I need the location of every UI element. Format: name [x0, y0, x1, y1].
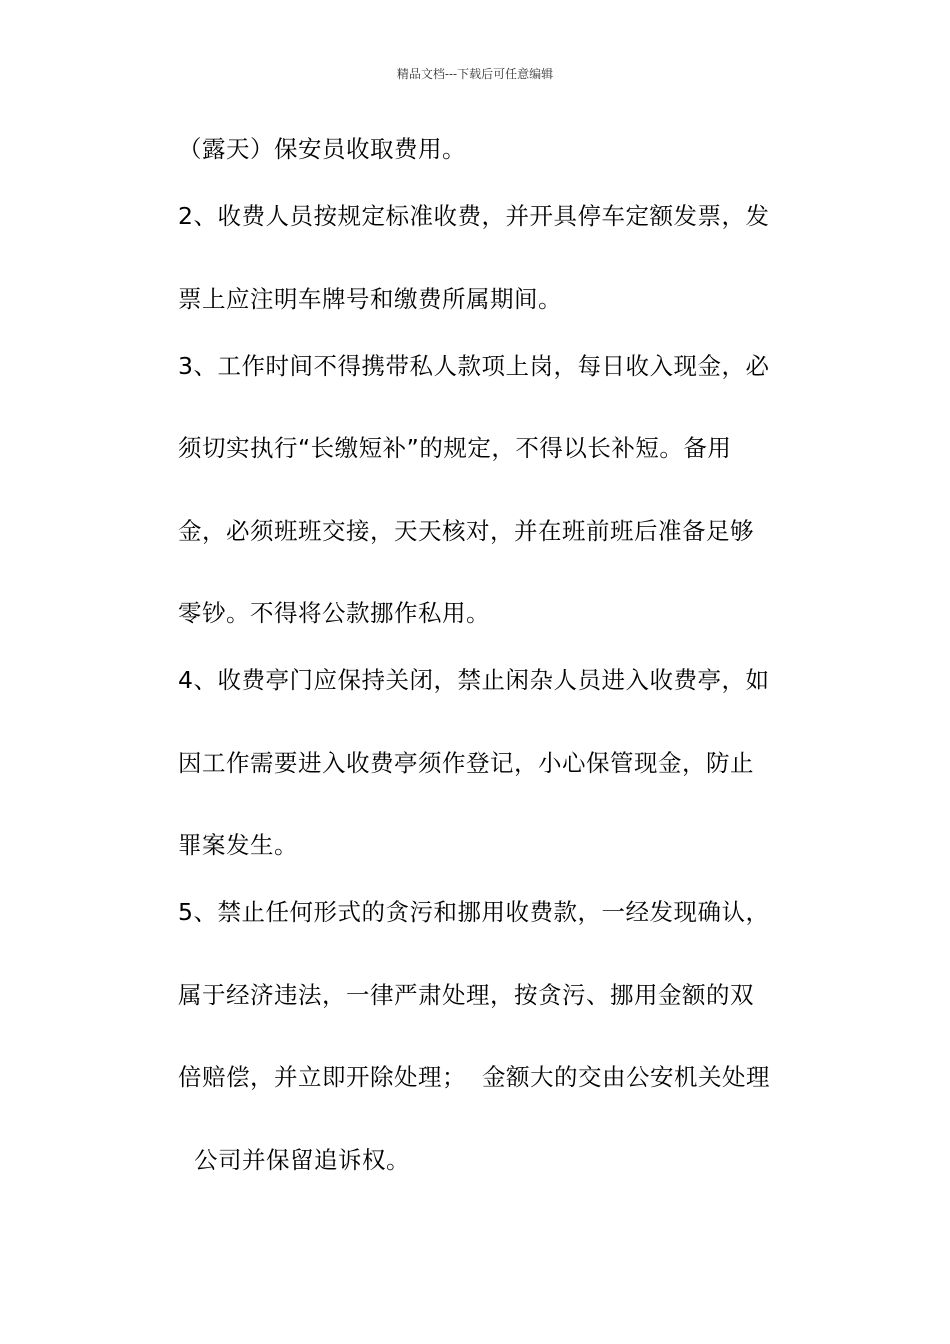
- text-line-11: 5、禁止任何形式的贪污和挪用收费款，一经发现确认，: [178, 898, 770, 926]
- text-line-12: 属于经济违法，一律严肃处理，按贪污、挪用金额的双: [178, 981, 754, 1009]
- text-line-13: 倍赔偿，并立即开除处理； 金额大的交由公安机关处理: [178, 1063, 770, 1091]
- text-line-2: 2、收费人员按规定标准收费，并开具停车定额发票，发: [178, 202, 770, 230]
- text-line-8: 4、收费亭门应保持关闭，禁止闲杂人员进入收费亭，如: [178, 666, 770, 694]
- text-line-7: 零钞。不得将公款挪作私用。: [178, 599, 490, 627]
- text-line-4: 3、工作时间不得携带私人款项上岗，每日收入现金，必: [178, 352, 770, 380]
- text-line-5: 须切实执行“长缴短补”的规定，不得以长补短。备用: [178, 434, 732, 462]
- text-line-10: 罪案发生。: [178, 831, 298, 859]
- text-line-1: （露天）保安员收取费用。: [178, 135, 466, 163]
- text-line-3: 票上应注明车牌号和缴费所属期间。: [178, 285, 562, 313]
- text-line-6: 金，必须班班交接，天天核对，并在班前班后准备足够: [178, 517, 754, 545]
- text-line-9: 因工作需要进入收费亭须作登记，小心保管现金，防止: [178, 749, 754, 777]
- text-line-14: 公司并保留追诉权。: [178, 1146, 410, 1174]
- page-header: 精品文档---下载后可任意编辑: [396, 67, 554, 81]
